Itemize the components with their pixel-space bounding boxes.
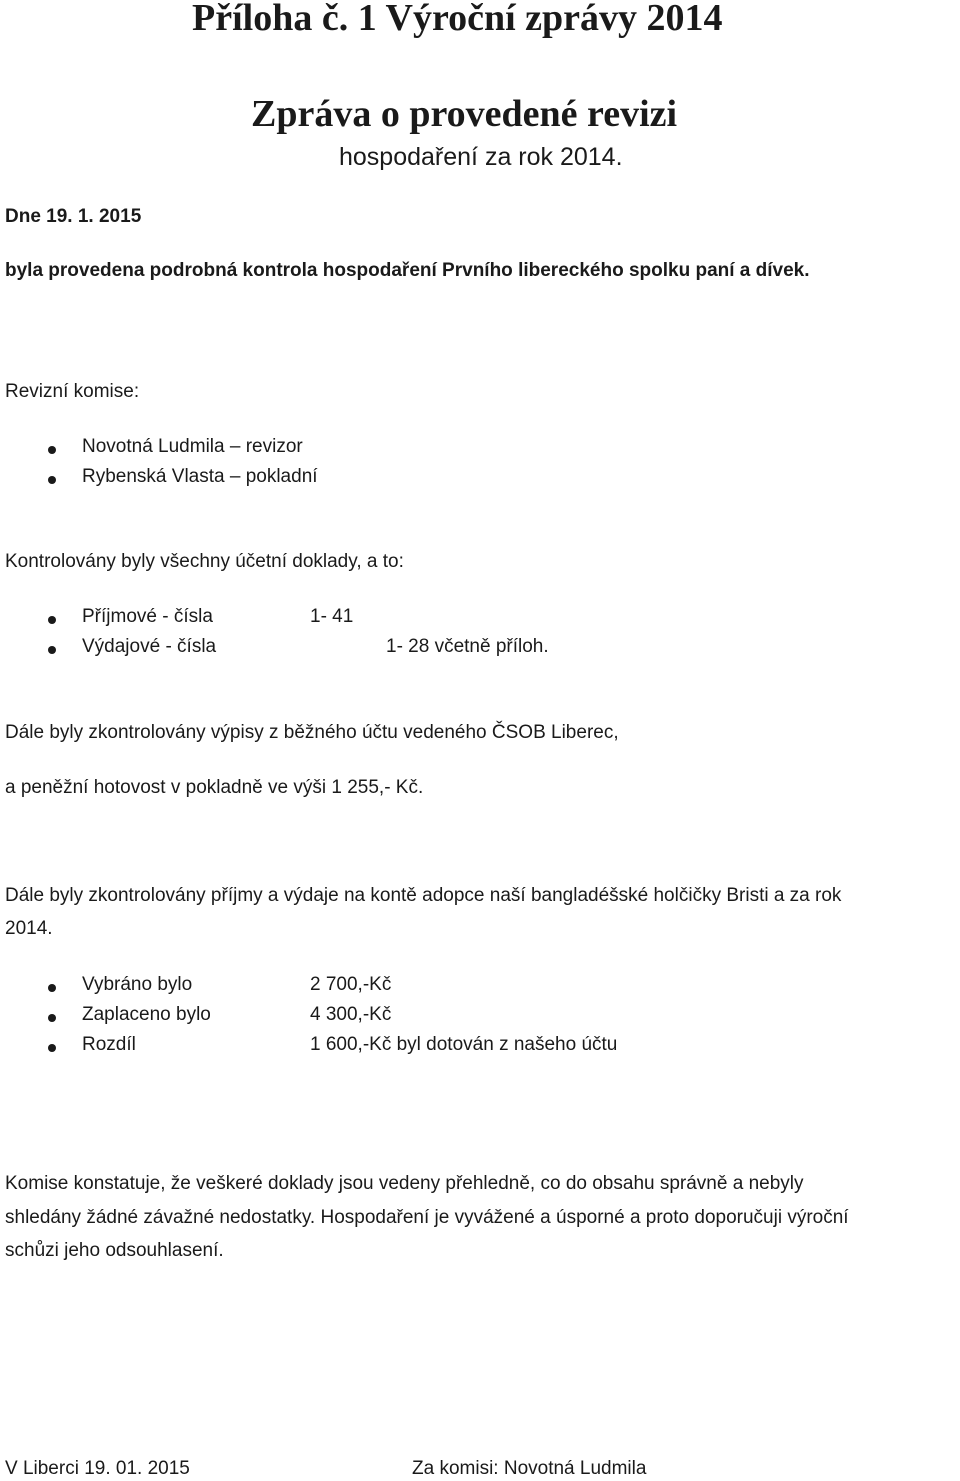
committee-member: Novotná Ludmila – revizor xyxy=(82,436,303,457)
committee-label: Revizní komise: xyxy=(5,381,140,402)
adoption-item-name: Zaplaceno bylo xyxy=(82,1004,211,1025)
date-line: Dne 19. 1. 2015 xyxy=(5,206,142,227)
adoption-line: Dále byly zkontrolovány příjmy a výdaje na kontě adopce naší bangladéšské holčičky Bristi a za rok xyxy=(5,885,842,906)
bullet-icon xyxy=(48,616,56,624)
cash-line: a peněžní hotovost v pokladně ve výši 1 255,- Kč. xyxy=(5,777,424,798)
conclusion-line: shledány žádné závažné nedostatky. Hospodaření je vyvážené a úsporné a proto doporučuji výroční xyxy=(5,1207,849,1228)
bullet-icon xyxy=(48,984,56,992)
place-date: V Liberci 19. 01. 2015 xyxy=(5,1458,190,1479)
adoption-item-value: 4 300,-Kč xyxy=(310,1004,392,1025)
document-title: Příloha č. 1 Výroční zprávy 2014 xyxy=(192,0,723,39)
conclusion-line: schůzi jeho odsouhlasení. xyxy=(5,1240,224,1261)
intro-text: byla provedena podrobná kontrola hospodaření Prvního libereckého spolku paní a dívek. xyxy=(5,260,810,281)
bullet-icon xyxy=(48,1014,56,1022)
documents-label: Kontrolovány byly všechny účetní doklady, a to: xyxy=(5,551,404,572)
adoption-line: 2014. xyxy=(5,918,53,939)
signature-line: Za komisi: Novotná Ludmila xyxy=(412,1458,647,1479)
report-subheading: hospodaření za rok 2014. xyxy=(339,143,623,171)
bank-statement-line: Dále byly zkontrolovány výpisy z běžného účtu vedeného ČSOB Liberec, xyxy=(5,722,619,743)
committee-member: Rybenská Vlasta – pokladní xyxy=(82,466,318,487)
document-item-range: 1- 41 xyxy=(310,606,354,627)
document-item-name: Výdajové - čísla xyxy=(82,636,217,657)
conclusion-line: Komise konstatuje, že veškeré doklady jsou vedeny přehledně, co do obsahu správně a nebyly xyxy=(5,1173,804,1194)
document-item-name: Příjmové - čísla xyxy=(82,606,213,627)
bullet-icon xyxy=(48,1044,56,1052)
adoption-item-value: 1 600,-Kč byl dotován z našeho účtu xyxy=(310,1034,618,1055)
bullet-icon xyxy=(48,476,56,484)
report-heading: Zpráva o provedené revizi xyxy=(251,93,678,135)
adoption-item-name: Vybráno bylo xyxy=(82,974,193,995)
bullet-icon xyxy=(48,446,56,454)
document-item-range: 1- 28 včetně příloh. xyxy=(386,636,549,657)
bullet-icon xyxy=(48,646,56,654)
adoption-item-value: 2 700,-Kč xyxy=(310,974,392,995)
adoption-item-name: Rozdíl xyxy=(82,1034,136,1055)
